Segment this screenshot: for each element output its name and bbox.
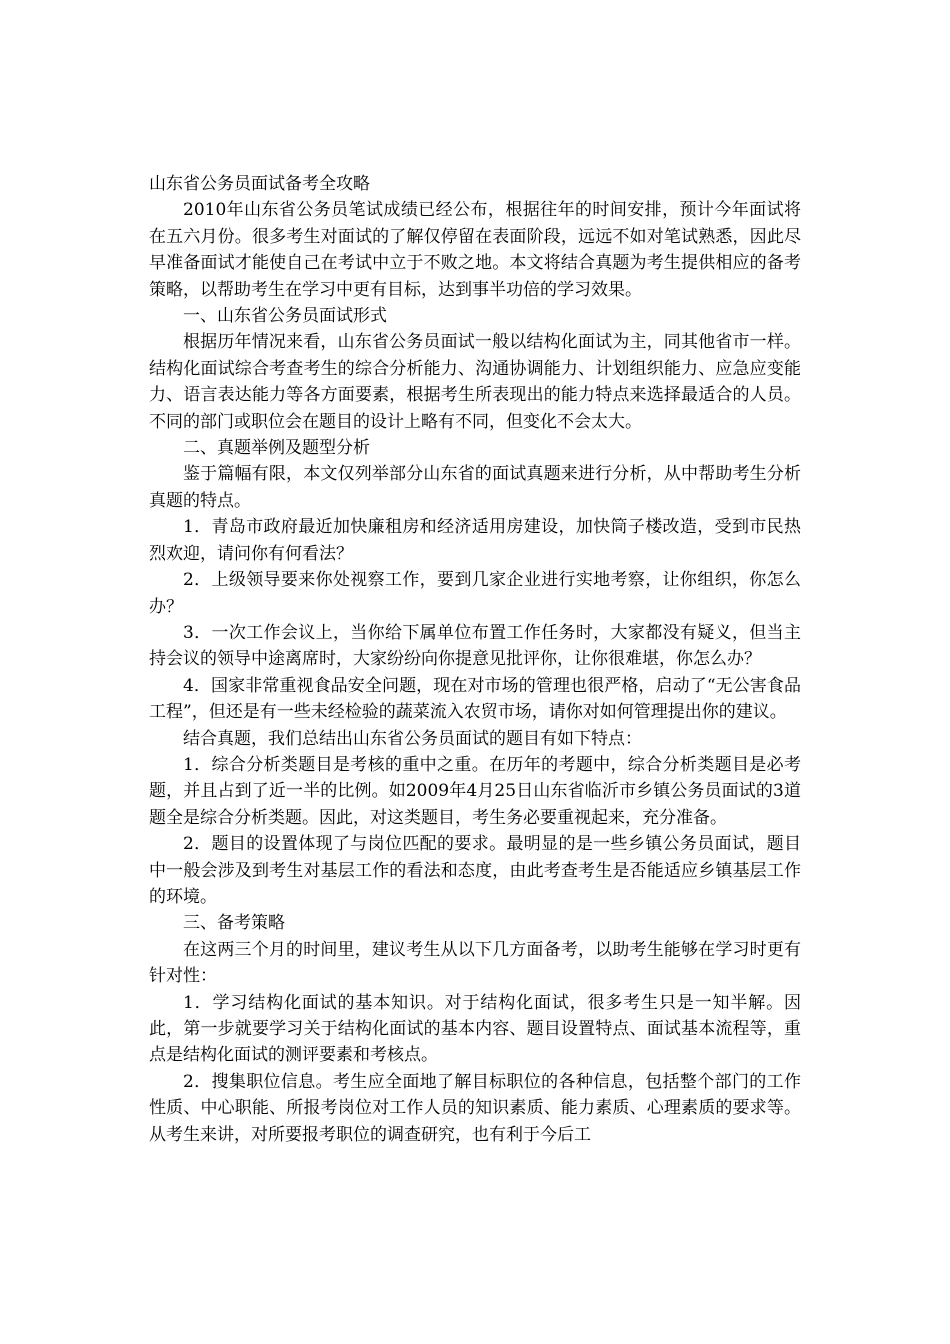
question-item-2: 2．上级领导要来你处视察工作，要到几家企业进行实地考察，让你组织，你怎么办？ <box>149 570 801 617</box>
strategy-item-1: 1．学习结构化面试的基本知识。对于结构化面试，很多考生只是一知半解。因此，第一步就要学习关于结构化面试的基本内容、题目设置特点、面试基本流程等，重点是结构化面试的测评要素和考核点。 <box>149 992 801 1066</box>
question-item-1: 1．青岛市政府最近加快廉租房和经济适用房建设，加快筒子楼改造，受到市民热烈欢迎，请问你有何看法？ <box>149 517 801 564</box>
question-item-3: 3．一次工作会议上，当你给下属单位布置工作任务时，大家都没有疑义，但当主持会议的领导中途离席时，大家纷纷向你提意见批评你，让你很难堪，你怎么办？ <box>149 622 801 670</box>
paragraph-strategy-intro: 在这两三个月的时间里，建议考生从以下几方面备考，以助考生能够在学习时更有针对性： <box>149 939 801 987</box>
section-heading-2: 二、真题举例及题型分析 <box>183 438 370 459</box>
paragraph-format: 根据历年情况来看，山东省公务员面试一般以结构化面试为主，同其他省市一样。结构化面试综合考查考生的综合分析能力、沟通协调能力、计划组织能力、应急应变能力、语言表达能力等各方面要素，根据考生所表现出的能力特点来选择最适合的人员。不同的部门或职位会在题目的设计上略有不同，但变化不会太大。 <box>149 332 801 432</box>
feature-item-1: 1．综合分析类题目是考核的重中之重。在历年的考题中，综合分析类题目是必考题，并且占到了近一半的比例。如2009年4月25日山东省临沂市乡镇公务员面试的3道题全是综合分析类题。因此，对这类题目，考生务必要重视起来，充分准备。 <box>149 754 801 828</box>
section-heading-3: 三、备考策略 <box>183 913 285 934</box>
strategy-item-2: 2．搜集职位信息。考生应全面地了解目标职位的各种信息，包括整个部门的工作性质、中心职能、所报考岗位对工作人员的知识素质、能力素质、心理素质的要求等。从考生来讲，对所要报考职位的调查研究，也有利于今后工 <box>149 1071 801 1145</box>
question-item-4: 4．国家非常重视食品安全问题，现在对市场的管理也很严格，启动了“无公害食品工程”，但还是有一些未经检验的蔬菜流入农贸市场，请你对如何管理提出你的建议。 <box>149 675 801 723</box>
document-body <box>149 171 801 1148</box>
intro-paragraph: 2010年山东省公务员笔试成绩已经公布，根据往年的时间安排，预计今年面试将在五六月份。很多考生对面试的了解仅停留在表面阶段，远远不如对笔试熟悉，因此尽早准备面试才能使自己在考试中立于不败之地。本文将结合真题为考生提供相应的备考策略，以帮助考生在学习中更有目标，达到事半功倍的学习效果。 <box>149 200 801 300</box>
feature-item-2: 2．题目的设置体现了与岗位匹配的要求。最明显的是一些乡镇公务员面试，题目中一般会涉及到考生对基层工作的看法和态度，由此考查考生是否能适应乡镇基层工作的环境。 <box>149 834 801 907</box>
document-title: 山东省公务员面试备考全攻略 <box>149 174 370 194</box>
paragraph-features-intro: 结合真题，我们总结出山东省公务员面试的题目有如下特点： <box>183 728 642 749</box>
section-heading-1: 一、山东省公务员面试形式 <box>183 306 387 327</box>
paragraph-examples-intro: 鉴于篇幅有限，本文仅列举部分山东省的面试真题来进行分析，从中帮助考生分析真题的特点。 <box>149 464 801 511</box>
